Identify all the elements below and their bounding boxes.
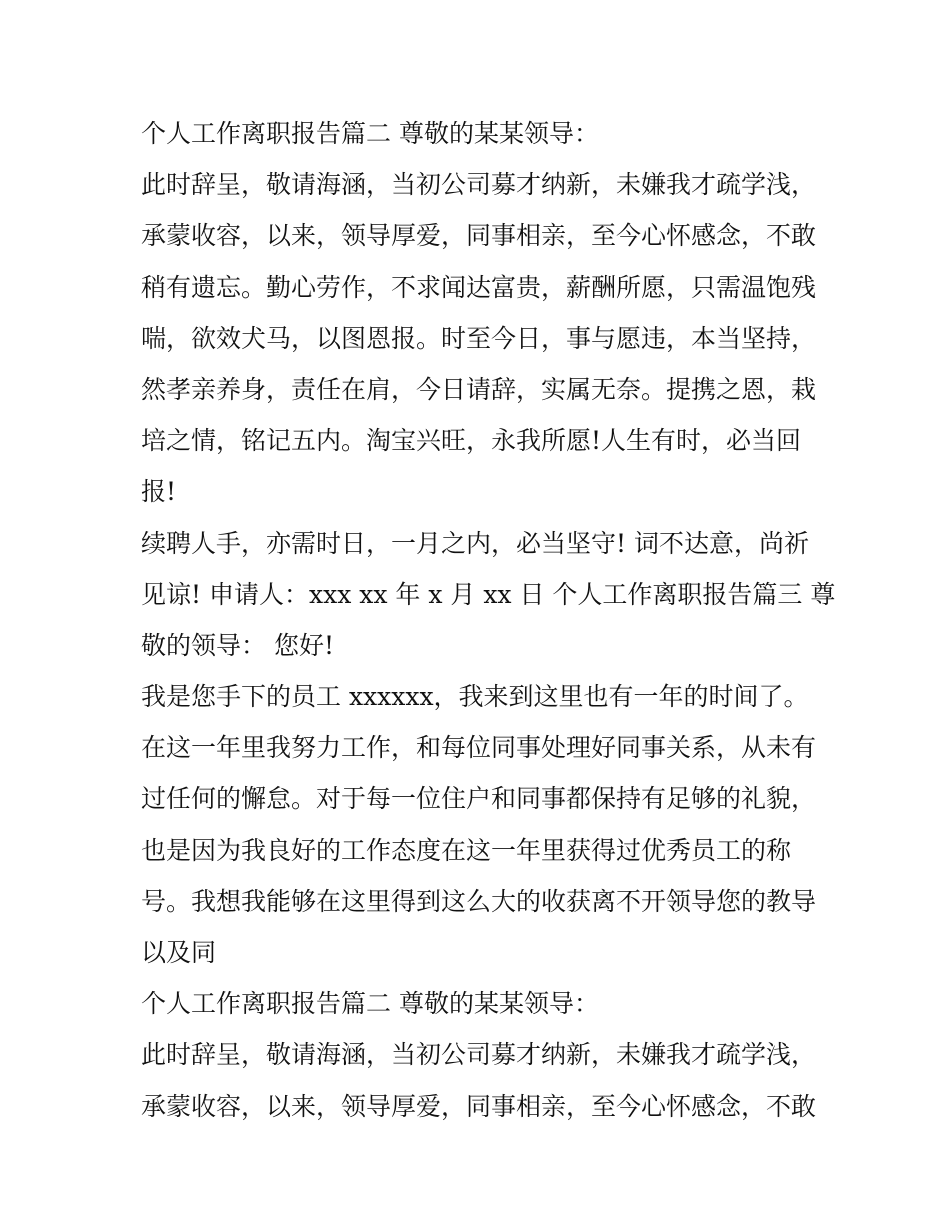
text-line: 个人工作离职报告篇二 尊敬的某某领导： xyxy=(141,989,599,1019)
text-line: 个人工作离职报告篇二 尊敬的某某领导： xyxy=(141,119,599,148)
document-body xyxy=(141,108,836,1132)
text-line: 稍有遗忘。勤心劳作，不求闻达富贵，薪酬所愿，只需温饱残 xyxy=(141,272,817,302)
text-line: 承蒙收容，以来，领导厚爱，同事相亲，至今心怀感念，不敢 xyxy=(141,1091,817,1121)
text-line: 见谅! 申请人：xxx xx 年 x 月 xx 日 个人工作离职报告篇三 尊 xyxy=(141,579,836,609)
text-line: 报! xyxy=(141,477,177,507)
text-line: 我是您手下的员工 xxxxxx，我来到这里也有一年的时间了。 xyxy=(141,682,809,712)
text-line: 过任何的懈怠。对于每一位住户和同事都保持有足够的礼貌， xyxy=(141,784,817,814)
text-line: 此时辞呈，敬请海涵，当初公司募才纳新，未嫌我才疏学浅， xyxy=(141,170,817,200)
text-line: 敬的领导： 您好! xyxy=(141,630,334,660)
text-line: 承蒙收容，以来，领导厚爱，同事相亲，至今心怀感念，不敢 xyxy=(141,221,817,251)
text-line: 以及同 xyxy=(141,938,217,967)
text-line: 号。我想我能够在这里得到这么大的收获离不开领导您的教导 xyxy=(141,886,817,916)
text-line: 也是因为我良好的工作态度在这一年里获得过优秀员工的称 xyxy=(141,835,792,865)
text-line: 喘，欲效犬马，以图恩报。时至今日，事与愿违，本当坚持， xyxy=(141,323,817,353)
text-line: 然孝亲养身，责任在肩，今日请辞，实属无奈。提携之恩，栽 xyxy=(141,374,817,404)
text-line: 此时辞呈，敬请海涵，当初公司募才纳新，未嫌我才疏学浅， xyxy=(141,1040,817,1070)
text-line: 续聘人手，亦需时日，一月之内，必当坚守! 词不达意，尚祈 xyxy=(141,528,809,558)
text-line: 培之情，铭记五内。淘宝兴旺，永我所愿!人生有时，必当回 xyxy=(141,426,802,456)
text-line: 在这一年里我努力工作，和每位同事处理好同事关系，从未有 xyxy=(141,733,817,763)
